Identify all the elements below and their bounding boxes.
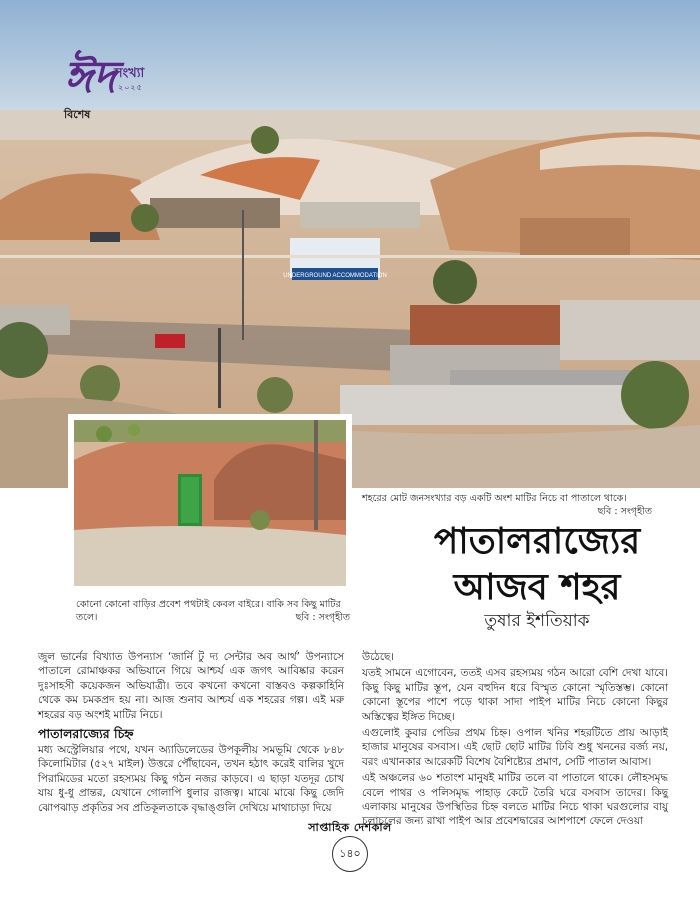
paragraph: মধ্য অস্ট্রেলিয়ার পথে, যখন অ্যাডিলেডের উপকূলীয় সমভূমি থেকে ৮৪৮ কিলোমিটার (৫২৭ মাইল) উত্তরে পৌঁছাবেন, তখন হঠাৎ করেই বালির খুদে পিরামিডের মতো রহস্যময় কিছু গঠন নজর কাড়বে। এ ছাড়া যতদূর চোখ যায় ধু-ধু প্রান্তর, যেখানে গোলাপি ধুলার রাজত্ব। মাঝে মাঝে কিছু জেদি ঝোপঝাড় প্রকৃতির সব প্রতিকূলতাকে বৃদ্ধাঙ্গুলি দেখিয়ে মাথাচাড়া দিয়ে — [38, 744, 344, 814]
paragraph: এগুলোই কুবার পেডির প্রথম চিহ্ন। ওপাল খনির শহরটিতে প্রায় আড়াই হাজার মানুষের বসবাস। এই ছোট ছোট মাটির ঢিবি শুধু খননের বর্জ্য নয়, বরং এখানকার আরেকটি বিশেষ বৈশিষ্ট্যের প্রমাণ, সেটি পাতাল আবাস। — [362, 727, 668, 768]
article-author: তুষার ইশতিয়াক — [484, 611, 590, 631]
article-title — [392, 518, 682, 610]
title-line-2: আজব শহর — [453, 566, 621, 608]
logo-year: ২০২৫ — [118, 83, 143, 92]
body-column-right — [362, 650, 668, 831]
inset-photo — [68, 414, 352, 592]
paragraph: জুল ভার্নের বিখ্যাত উপন্যাস ‘জার্নি টু দ্য সেন্টার অব আর্থ’ উপন্যাসে পাতালে রোমাঞ্চকর অভিযানে গিয়ে আশ্চর্য এক জগৎ আবিষ্কার করেন দুঃসাহসী কয়েকজন অভিযাত্রী। তবে কখনো কখনো বাস্তবও কল্পকাহিনি থেকে কম চমকপ্রদ হয় না। আজ শুনাব আশ্চর্য এক শহরের গল্প। এই মরু শহরের বড় অংশই মাটির নিচে। — [38, 651, 344, 721]
page-footer — [0, 816, 700, 838]
hero-credit: ছবি : সংগৃহীত — [597, 506, 652, 517]
issue-logo — [64, 52, 174, 126]
hero-caption-text: শহরের মোট জনসংখ্যার বড় একটি অংশ মাটির নিচে বা পাতালে থাকে। — [362, 493, 627, 504]
paragraph: যতই সামনে এগোবেন, ততই এসব রহস্যময় গঠন আরো বেশি দেখা যাবে। কিছু কিছু মাটির স্তূপ, যেন বহুদিন ধরে বিস্মৃত কোনো স্মৃতিস্তম্ভ। কোনো কোনো স্তূপের পাশে পড়ে থাকা সাদা পাইপ মাটির নিচে কোনো কিছুর অস্তিত্বের ইঙ্গিত দিচ্ছে। — [362, 667, 668, 723]
title-line-1: পাতালরাজ্যের — [433, 520, 641, 562]
logo-title: সংখ্যা — [114, 66, 145, 81]
hero-sign-text: UNDERGROUND ACCOMMODATION — [283, 273, 387, 279]
paragraph: এই অঞ্চলের ৬০ শতাংশ মানুষই মাটির তলে বা পাতালে থাকে। লৌহসমৃদ্ধ বেলে পাথর ও পলিসমৃদ্ধ পাহাড় কেটে তৈরি ঘরে বসবাস তাদের। কিছু এলাকায় মানুষের উপস্থিতির চিহ্ন বলতে মাটির নিচে থাকা ঘরগুলোর বায়ু চলাচলের জন্য রাখা পাইপ আর প্রবেশদ্বারের আশপাশে ফেলে দেওয়া — [362, 772, 668, 828]
paragraph: উঠেছে। — [362, 651, 395, 663]
inset-caption — [76, 598, 356, 624]
logo-tag: বিশেষ — [64, 108, 91, 121]
section-subhead: পাতালরাজ্যের চিহ্ন — [38, 726, 134, 742]
logo-mark: ঈদ — [64, 52, 116, 103]
body-column-left — [38, 650, 344, 817]
magazine-name: সাপ্তাহিক দেশকাল — [308, 821, 392, 834]
inset-caption-text: কোনো কোনো বাড়ির প্রবেশ পথটাই কেবল বাইরে। বাকি সব কিছু মাটির তলে। — [76, 599, 341, 623]
hero-caption — [362, 492, 652, 518]
inset-credit: ছবি : সংগৃহীত — [295, 612, 350, 623]
page-number: ১৪০ — [339, 847, 361, 860]
